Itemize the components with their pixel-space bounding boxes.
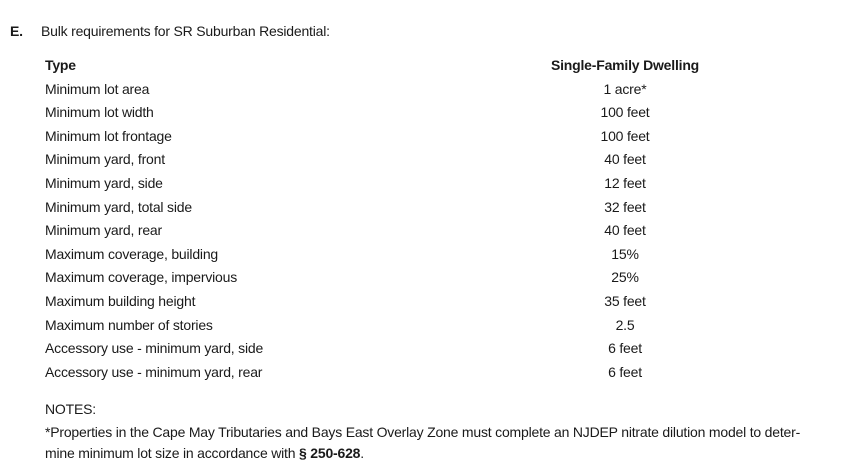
row-label: Maximum coverage, impervious [45, 269, 238, 286]
row-label: Maximum coverage, building [45, 245, 218, 262]
row-value: 100 feet [600, 127, 650, 144]
row-value: 1 acre* [603, 80, 647, 97]
section-letter: E. [10, 23, 23, 39]
row-value: 15% [611, 245, 639, 262]
notes-text [45, 422, 835, 463]
row-value: 2.5 [615, 316, 635, 333]
row-value: 100 feet [600, 104, 650, 121]
table-row [45, 78, 745, 102]
table-row [45, 243, 745, 267]
row-label: Minimum yard, front [45, 151, 165, 168]
table-row [45, 266, 745, 290]
row-value: 32 feet [604, 198, 646, 215]
table-body [45, 78, 745, 385]
table-row [45, 361, 745, 385]
header-type: Type [45, 57, 76, 73]
notes-line2-prefix: mine minimum lot size in accordance with [45, 444, 300, 461]
row-label: Minimum lot frontage [45, 127, 172, 144]
row-label: Maximum number of stories [45, 316, 213, 333]
row-label: Minimum yard, side [45, 174, 163, 191]
row-label: Accessory use - minimum yard, rear [45, 363, 263, 380]
row-value: 40 feet [604, 151, 646, 168]
row-label: Accessory use - minimum yard, side [45, 340, 264, 357]
row-label: Minimum lot area [45, 80, 150, 97]
row-label: Minimum yard, total side [45, 198, 192, 215]
row-value: 25% [611, 269, 639, 286]
table-row [45, 125, 745, 149]
table-row [45, 196, 745, 220]
table-row [45, 172, 745, 196]
table-row [45, 290, 745, 314]
row-label: Minimum lot width [45, 104, 154, 121]
row-label: Minimum yard, rear [45, 222, 162, 239]
section-title: Bulk requirements for SR Suburban Residential: [41, 23, 330, 39]
table-row [45, 314, 745, 338]
notes-line2-suffix: . [360, 444, 364, 461]
header-single-family-dwelling: Single-Family Dwelling [550, 57, 700, 73]
table-header-row [45, 54, 745, 78]
row-label: Maximum building height [45, 292, 196, 309]
row-value: 6 feet [608, 340, 642, 357]
table-row [45, 337, 745, 361]
section-heading [10, 20, 330, 42]
notes-section [45, 398, 835, 463]
row-value: 6 feet [608, 363, 642, 380]
notes-title: NOTES: [45, 401, 96, 417]
bulk-requirements-table [45, 54, 745, 384]
row-value: 40 feet [604, 222, 646, 239]
notes-line1: *Properties in the Cape May Tributaries and Bays East Overlay Zone must complete an NJDEP nitrate dilution model to deter- [45, 424, 801, 440]
row-value: 12 feet [604, 174, 646, 191]
table-row [45, 101, 745, 125]
table-row [45, 148, 745, 172]
row-value: 35 feet [604, 292, 646, 309]
table-row [45, 219, 745, 243]
section-reference-link[interactable]: § 250-628 [299, 444, 361, 461]
